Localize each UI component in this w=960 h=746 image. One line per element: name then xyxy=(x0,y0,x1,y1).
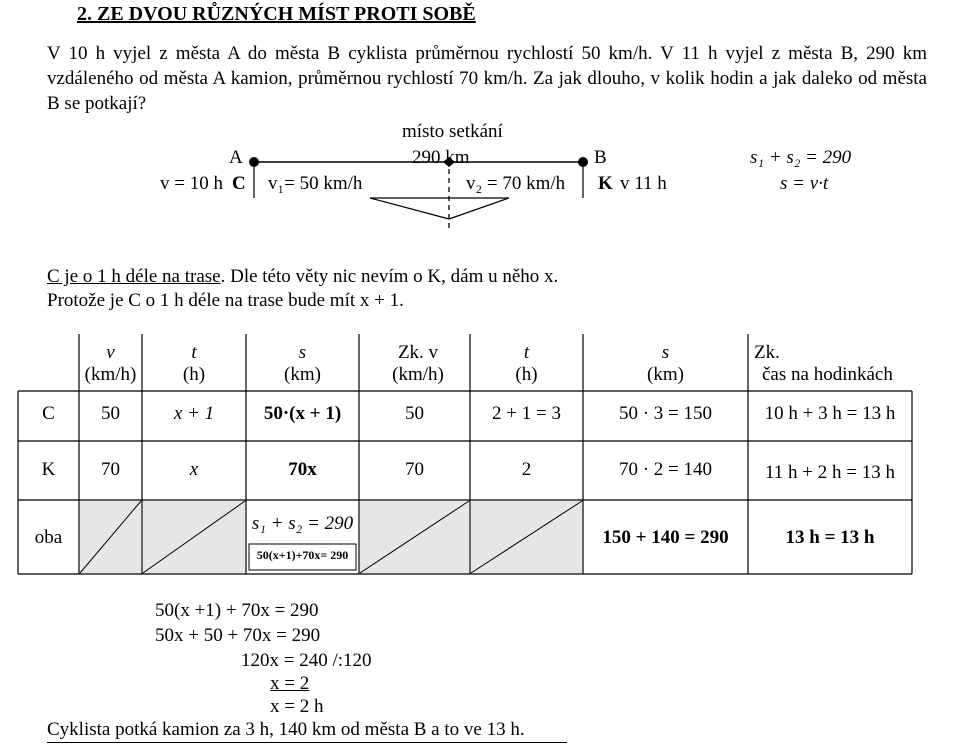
row-k-zt: 2 xyxy=(521,459,532,480)
header-zk-v: Zk. v (km/h) xyxy=(392,342,444,385)
solution-line-3: 120x = 240 /:120 xyxy=(241,650,372,671)
row-c-zt: 2 + 1 = 3 xyxy=(492,403,561,424)
right-time: v 11 h xyxy=(620,173,667,194)
solution-line-5: x = 2 h xyxy=(270,696,324,717)
meeting-label: místo setkání xyxy=(402,121,503,142)
point-a-label: A xyxy=(229,147,243,168)
row-k-t: x xyxy=(189,459,199,480)
formula-sum: s₁ + s₂ = 290 xyxy=(750,147,852,168)
note-underlined: C je o 1 h déle na trase xyxy=(47,266,221,287)
left-vehicle: C xyxy=(232,173,246,194)
v2-label: v₂ = 70 km/h xyxy=(466,173,566,194)
header-s: s (km) xyxy=(284,342,321,385)
solution-line-4: x = 2 xyxy=(270,673,310,694)
row-c-t: x + 1 xyxy=(173,403,215,424)
row-k-zs: 70 · 2 = 140 xyxy=(618,459,713,480)
header-zk-t: t (h) xyxy=(515,342,538,385)
row-k-s: 70x xyxy=(288,459,317,480)
row-oba-eq2: 50(x+1)+70x= 290 xyxy=(256,548,349,562)
row-c-time: 10 h + 3 h = 13 h xyxy=(764,403,896,424)
solution-line-1: 50(x +1) + 70x = 290 xyxy=(155,600,319,621)
row-c-zv: 50 xyxy=(405,403,424,424)
conclusion-underline xyxy=(47,742,567,743)
right-vehicle: K xyxy=(598,173,613,194)
header-t: t (h) xyxy=(182,342,206,385)
row-oba-sum: 150 + 140 = 290 xyxy=(602,527,729,548)
distance-label: 290 km xyxy=(412,147,470,168)
note-rest: . Dle této věty nic nevím o K, dám u něho x. xyxy=(220,266,559,287)
row-c-v: 50 xyxy=(101,403,120,424)
point-b-label: B xyxy=(594,147,607,168)
row-c-label: C xyxy=(42,403,55,424)
page-title: 2. ZE DVOU RŮZNÝCH MÍST PROTI SOBĚ xyxy=(77,3,476,25)
row-oba-time: 13 h = 13 h xyxy=(785,527,875,548)
row-k-v: 70 xyxy=(101,459,120,480)
row-k-time: 11 h + 2 h = 13 h xyxy=(765,462,895,483)
row-k-label: K xyxy=(41,459,56,480)
row-oba-eq1: s₁ + s₂ = 290 xyxy=(251,513,354,534)
solution-line-2: 50x + 50 + 70x = 290 xyxy=(155,625,321,646)
note-line-2: Protože je C o 1 h déle na trase bude mít x + 1. xyxy=(47,290,404,311)
header-zk-s: s (km) xyxy=(647,342,684,385)
header-v: v (km/h) xyxy=(84,342,137,385)
header-zk-time: Zk. čas na hodinkách xyxy=(754,342,893,385)
conclusion: Cyklista potká kamion za 3 h, 140 km od města B a to ve 13 h. xyxy=(47,719,525,740)
problem-text: V 10 h vyjel z města A do města B cyklista průměrnou rychlostí 50 km/h. V 11 h vyjel z města B, 290 km vzdáleného od města A kamion, průměrnou rychlostí 70 km/h. Za jak dlouho, v kolik hodin a jak daleko od města B se potkají? xyxy=(47,43,927,114)
row-oba-label: oba xyxy=(34,527,63,548)
row-c-zs: 50 · 3 = 150 xyxy=(618,403,713,424)
formula-svt: s = v·t xyxy=(780,173,829,194)
left-time: v = 10 h xyxy=(160,173,223,194)
row-k-zv: 70 xyxy=(405,459,424,480)
v1-label: v₁= 50 km/h xyxy=(268,173,363,194)
row-c-s: 50·(x + 1) xyxy=(263,403,342,424)
